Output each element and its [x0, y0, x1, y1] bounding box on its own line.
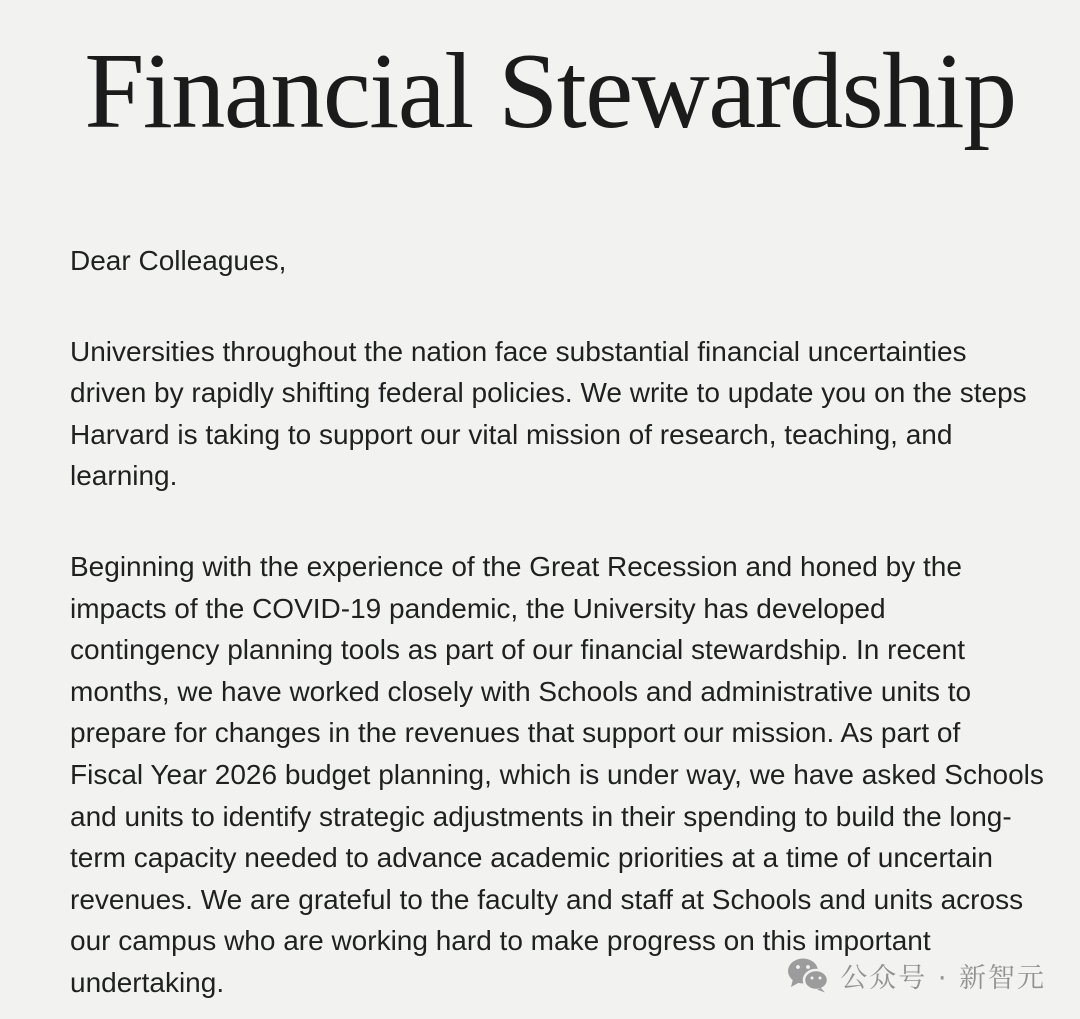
watermark	[787, 957, 1046, 993]
paragraph-line: prepare for changes in the revenues that support our mission. As part of	[70, 717, 961, 749]
paragraph-line: contingency planning tools as part of our financial stewardship. In recent	[70, 634, 965, 666]
paragraph-line: months, we have worked closely with Schools and administrative units to	[70, 675, 972, 707]
paragraph-line: undertaking.	[70, 966, 225, 998]
paragraph-line: revenues. We are grateful to the faculty and staff at Schools and units across	[70, 883, 1024, 915]
paragraph-line: our campus who are working hard to make progress on this important	[70, 925, 931, 957]
paragraph-intro	[70, 331, 1070, 497]
watermark-label: 公众号 · 新智元	[840, 962, 1046, 994]
page-title: Financial Stewardship	[84, 32, 1016, 151]
paragraph-line: and units to identify strategic adjustments in their spending to build the long-	[70, 800, 1012, 832]
wechat-icon	[787, 957, 829, 993]
salutation: Dear Colleagues,	[70, 245, 287, 276]
paragraph-planning	[70, 546, 1070, 1004]
paragraph-line: Fiscal Year 2026 budget planning, which is under way, we have asked Schools	[70, 758, 1044, 790]
paragraph-line: learning.	[70, 460, 178, 492]
letter-body	[70, 240, 1070, 1019]
paragraph-line: driven by rapidly shifting federal policies. We write to update you on the steps	[70, 377, 1027, 409]
paragraph-line: Universities throughout the nation face substantial financial uncertainties	[70, 335, 967, 367]
paragraph-line: Beginning with the experience of the Great Recession and honed by the	[70, 550, 962, 582]
paragraph-line: term capacity needed to advance academic priorities at a time of uncertain	[70, 842, 993, 874]
paragraph-line: Harvard is taking to support our vital mission of research, teaching, and	[70, 418, 953, 450]
paragraph-line: impacts of the COVID-19 pandemic, the University has developed	[70, 592, 886, 624]
